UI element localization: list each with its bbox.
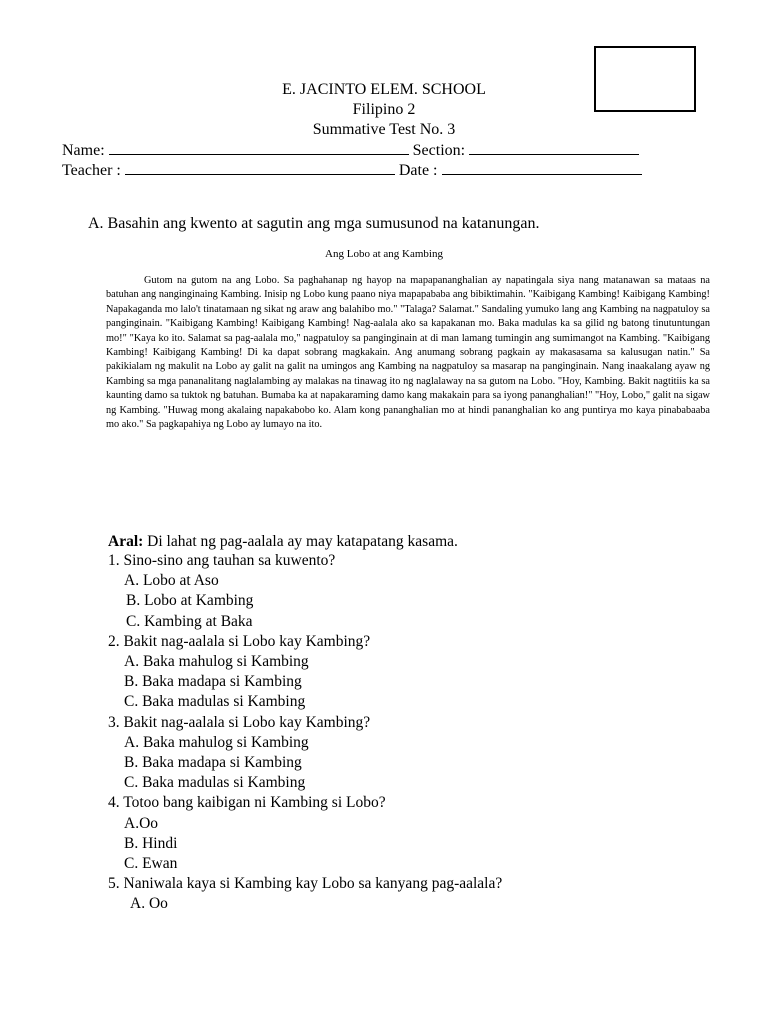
- lesson-text: Di lahat ng pag-aalala ay may katapatang kasama.: [143, 533, 458, 550]
- question-2-option[interactable]: C. Baka madulas si Kambing: [124, 693, 306, 711]
- question-3: 3. Bakit nag-aalala si Lobo kay Kambing?: [108, 713, 371, 731]
- teacher-field[interactable]: [125, 160, 395, 175]
- name-field[interactable]: [109, 140, 409, 155]
- question-list: [108, 551, 502, 915]
- story-title: Ang Lobo at ang Kambing: [325, 248, 443, 260]
- question-2-option[interactable]: A. Baka mahulog si Kambing: [124, 653, 309, 671]
- question-1-option[interactable]: A. Lobo at Aso: [124, 572, 219, 590]
- name-section-row: [62, 140, 639, 161]
- section-field[interactable]: [469, 140, 639, 155]
- school-name: E. JACINTO ELEM. SCHOOL: [282, 81, 486, 98]
- lesson-label: Aral:: [108, 533, 144, 550]
- subject-title: Filipino 2: [352, 101, 416, 118]
- question-1: 1. Sino-sino ang tauhan sa kuwento?: [108, 552, 336, 569]
- teacher-label: Teacher :: [62, 162, 121, 179]
- question-1-option[interactable]: B. Lobo at Kambing: [126, 592, 254, 610]
- question-4-option[interactable]: C. Ewan: [124, 855, 178, 873]
- teacher-date-row: [62, 160, 642, 181]
- section-label: Section:: [412, 142, 466, 159]
- question-3-option[interactable]: B. Baka madapa si Kambing: [124, 754, 302, 772]
- question-5: 5. Naniwala kaya si Kambing kay Lobo sa kanyang pag-aalala?: [108, 875, 503, 893]
- question-4-option[interactable]: A.Oo: [124, 814, 159, 832]
- question-2-option[interactable]: B. Baka madapa si Kambing: [124, 673, 302, 691]
- date-field[interactable]: [442, 160, 642, 175]
- story-paragraph: Gutom na gutom na ang Lobo. Sa paghahanap ng hayop na mapapananghalian ay napatingala siya nang matanawan sa mataas na batuhan ang nanginginaing Kambing. Inisip ng Lobo kung paano niya mapapababa ang bibiktimahin. "Kaibigang Kambing! Kaibigang Kambing! Napakaganda mo lalo't tinatamaan ng sikat ng araw ang balahibo mo." "Talaga? Salamat." Sandaling yumuko lang ang Kambing na nagpatuloy sa panginginain. "Kaibigang Kambing! Kaibigang Kambing! Nag-aalala ako sa kapakanan mo. Baka madulas ka sa gilid ng batong tinutuntungan mo!" "Kaya ko ito. Salamat sa pag-aalala mo," nagpatuloy sa panginginain at di man lamang tumingin ang sumimangot na Kambing. "Kaibigang Kambing! Kaibigang Kambing! Di ka dapat sobrang magkakain. Ang anumang sobrang pagkain ay makasasama sa kalusugan natin." Sa pakikialam ng makulit na Lobo ay galit na galit na umingos ang Kambing na nagpatuloy sa masarap na panginginain. Nang inaakalang ayaw ng Kambing sa mga pananalitang naglalambing ay malakas na tinawag ito ng naglalaway na sa gutom na Lobo. "Hoy, Kambing. Bakit nagtitiis ka sa kaunting damo sa tuktok ng batuhan. Bumaba ka at napakaraming damo kang makakain para sa iyong pananghalian!" "Hoy, Lobo," galit na sigaw ng Kambing. "Huwag mong akalaing napakabobo ko. Alam kong pananghalian mo at hindi pananghalian ko ang puntirya mo kaya pinababaaba mo ako." Sa pagkapahiya ng Lobo ay lumayo na ito.: [106, 275, 710, 431]
- name-label: Name:: [62, 142, 105, 159]
- question-2: 2. Bakit nag-aalala si Lobo kay Kambing?: [108, 632, 371, 650]
- question-4: 4. Totoo bang kaibigan ni Kambing si Lobo?: [108, 794, 386, 812]
- question-3-option[interactable]: C. Baka madulas si Kambing: [124, 774, 306, 792]
- question-3-option[interactable]: A. Baka mahulog si Kambing: [124, 733, 309, 751]
- question-1-option[interactable]: C. Kambing at Baka: [126, 612, 253, 630]
- date-label: Date :: [398, 162, 438, 179]
- test-title: Summative Test No. 3: [312, 121, 456, 138]
- instruction-a: A. Basahin ang kwento at sagutin ang mga sumusunod na katanungan.: [88, 215, 540, 232]
- question-5-option[interactable]: A. Oo: [130, 895, 168, 913]
- lesson-line: [108, 532, 458, 552]
- question-4-option[interactable]: B. Hindi: [124, 834, 178, 852]
